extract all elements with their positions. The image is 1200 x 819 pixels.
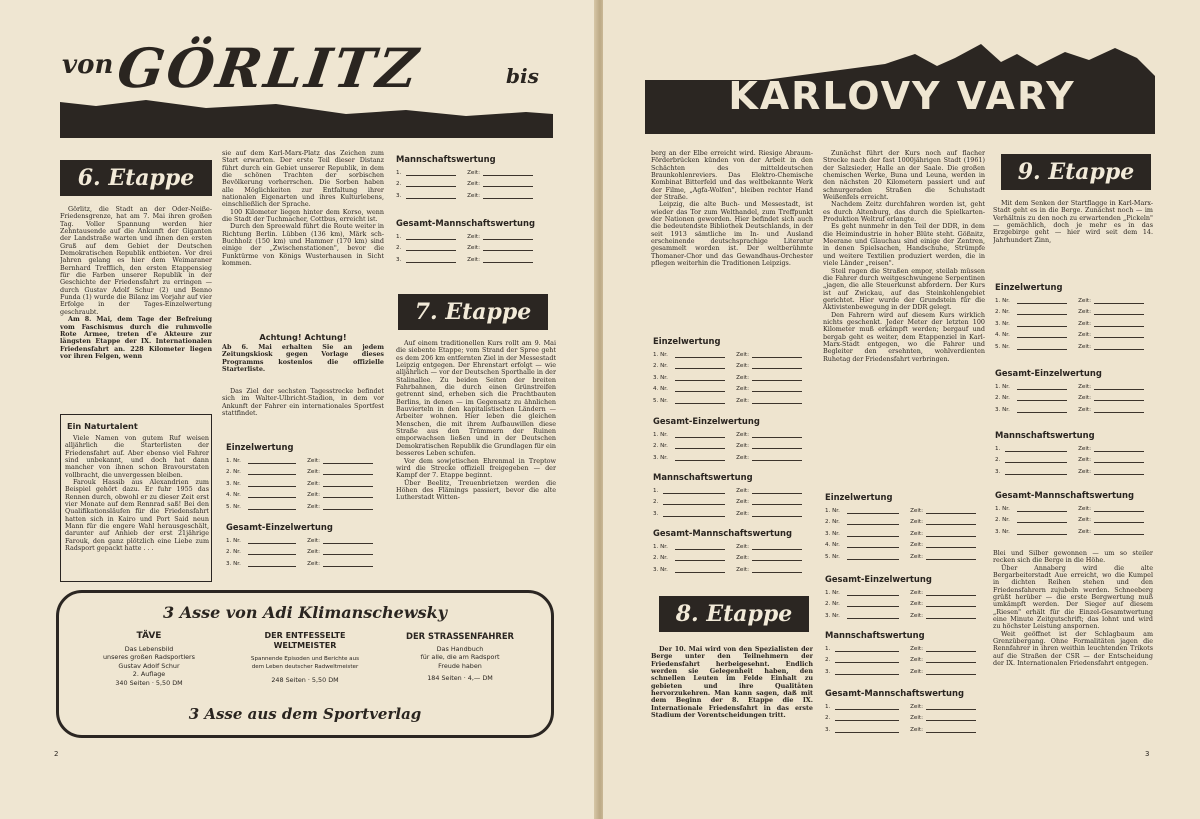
paragraph: Zunächst führt der Kurs noch auf flacher Strecke nach der fast 1000jährigen Stadt (1961) der Salzsieder, Halle an der Saale. Die großen chemischen Werke, Buna und Leuna, werden in den nächsten 20 Kilometern passiert und auf schnurgeraden Straßen die Schuhstadt Weißenfels erreicht.	[823, 150, 985, 202]
table-title: Einzelwertung	[653, 336, 721, 346]
naturtalent-box	[60, 414, 212, 582]
page-number-right: 3	[1145, 750, 1150, 758]
table-row: 5. Nr. Zeit:	[653, 392, 817, 404]
column-3	[396, 340, 556, 582]
table-row: 5. Nr. Zeit:	[825, 548, 989, 560]
table-row: 3. Zeit:	[825, 721, 989, 733]
table-row: 2. Nr. Zeit:	[825, 514, 989, 526]
table-row: 2. Zeit:	[995, 452, 1159, 464]
mannschaftswertung-table-9	[995, 430, 1159, 475]
book-price: 248 Seiten · 5,50 DM	[271, 675, 339, 684]
table-row: 2. Nr. Zeit:	[995, 512, 1159, 524]
ad-headline: 3 Asse von Adi Klimanschewsky	[162, 603, 448, 622]
table-row: 3. Nr. Zeit:	[825, 525, 989, 537]
book-line: Freude haben	[438, 661, 482, 670]
table-title: Einzelwertung	[226, 442, 294, 452]
paragraph: Blei und Silber gewonnen — um so steiler recken sich die Berge in die Höhe.	[993, 550, 1153, 565]
einzelwertung-table-6	[226, 442, 386, 510]
table-row: 5. Nr. Zeit:	[995, 338, 1159, 350]
title-von: von	[62, 50, 114, 80]
gesamt-einzelwertung-table-9	[995, 368, 1159, 413]
table-title: Gesamt-Einzelwertung	[995, 368, 1102, 378]
column-3	[993, 550, 1153, 740]
left-page	[0, 0, 597, 819]
book-line: unseres großen Radsportlers	[103, 653, 195, 662]
table-title: Mannschaftswertung	[995, 430, 1095, 440]
table-row: 1. Zeit:	[825, 698, 989, 710]
table-row: 2. Zeit:	[653, 494, 817, 506]
ad-footer: 3 Asse aus dem Sportverlag	[188, 705, 422, 723]
einzelwertung-table-8	[825, 492, 989, 560]
table-title: Mannschaftswertung	[396, 154, 496, 164]
table-row: 3. Nr. Zeit:	[226, 555, 386, 567]
book-tave	[89, 631, 209, 687]
table-row: 2. Nr. Zeit:	[653, 358, 817, 370]
etappe-8-badge: 8. Etappe	[659, 596, 809, 632]
paragraph: sie auf dem Karl-Marx-Platz das Zeichen zum Start erwarten. Der erste Teil dieser Distanz führt durch ein Gebiet unserer Republik, in dem die schönen Trachten der sorbischen Bevölkerung vorherrschen. Die Sorben haben alle Möglichkeiten zur Entfaltung ihrer nationalen Eigenarten und ihres Kulturlebens, einschließlich der Sprache.	[222, 150, 384, 209]
table-row: 2. Nr. Zeit:	[995, 390, 1159, 402]
book-line: Das Handbuch	[436, 645, 484, 653]
naturtalent-title: Ein Naturtalent	[67, 421, 138, 431]
table-row: 2. Zeit:	[825, 652, 989, 664]
etappe-8-intro	[651, 646, 813, 738]
column-1	[651, 150, 813, 330]
table-row: 3. Nr. Zeit:	[653, 369, 817, 381]
table-title: Mannschaftswertung	[825, 630, 925, 640]
gesamt-mannschaftswertung-table-8	[825, 688, 989, 733]
paragraph-bold: Am 8. Mai, dem Tage der Befreiung vom Faschismus durch die ruhmvolle Rote Armee, treten d'e Akteure zur längsten Etappe der IX. Internationalen Friedensfahrt an. 228 Kilometer liegen vor ihren Felgen, wenn	[60, 315, 212, 360]
book-line: 2. Auflage	[132, 670, 166, 679]
paragraph: Leipzig, die alte Buch- und Messestadt, ist wieder das Tor zum Welthandel, zum Treffpunkt der Nationen geworden. Hier befindet sich auch die bedeutendste Bibliothek Deutschlands, in der seit 1913 sämtliche im In- und Ausland erscheinende deutschsprachige Literatur gesammelt worden ist. Der weltberühmte Thomaner-Chor und das Gewandhaus-Orchester pflegen weiterhin die Traditionen Leipzigs.	[651, 200, 813, 268]
paragraph: Nachdem Zeitz durchfahren worden ist, geht es durch Altenburg, das durch die Spielkarten-Produktion Weltruf erlangte.	[823, 200, 985, 224]
table-row: 1. Zeit:	[653, 482, 817, 494]
paragraph: Das Ziel der sechsten Tagesstrecke befindet sich im Walter-Ulbricht-Stadion, in dem vor Ankunft der Fahrer ein internationales Sportfest stattfindet.	[222, 388, 384, 418]
book-price: 184 Seiten · 4,— DM	[427, 674, 493, 683]
table-row: 3. Nr. Zeit:	[653, 449, 817, 461]
table-title: Einzelwertung	[995, 282, 1063, 292]
title-goerlitz: GÖRLITZ	[113, 36, 425, 100]
book-line: Spannende Episoden und Berichte aus	[250, 656, 360, 662]
paragraph: Den Fahrern wird auf diesem Kurs wirklich nichts geschenkt. Jeder Meter der letzten 100 Kilometer muß erkämpft werden; bergauf und bergab geht es weiter, dem Etappenziel in Karl-Marx-Stadt entgegen, wo die Fahrer und Begleiter den ersehnten, wohlverdienten Ruhetag der Friedensfahrt verbringen.	[823, 310, 985, 363]
table-row: 1. Nr. Zeit:	[653, 346, 817, 358]
mannschaftswertung-table-6	[396, 154, 556, 199]
book-line: für alle, die am Radsport	[420, 653, 500, 662]
etappe-7-badge: 7. Etappe	[398, 294, 548, 330]
gesamt-einzelwertung-table-6	[226, 522, 386, 567]
table-row: 4. Nr. Zeit:	[226, 487, 386, 499]
gesamt-einzelwertung-table-7	[653, 416, 817, 461]
table-title: Gesamt-Mannschaftswertung	[396, 218, 535, 228]
table-title: Gesamt-Einzelwertung	[825, 574, 932, 584]
column-2	[222, 150, 384, 324]
etappe-9-badge: 9. Etappe	[1001, 154, 1151, 190]
book-strassenfahrer	[395, 631, 525, 683]
table-row: 2. Nr. Zeit:	[825, 596, 989, 608]
table-title: Mannschaftswertung	[653, 472, 753, 482]
table-row: 1. Nr. Zeit:	[226, 532, 386, 544]
table-row: 1. Nr. Zeit:	[995, 500, 1159, 512]
book-advertisement	[56, 590, 554, 738]
paragraph: Auf einem traditionellen Kurs rollt am 9. Mai die siebente Etappe; vom Strand der Spree geht es dem 206 km entfernten Ziel in der Messestadt Leipzig entgegen. Der Ehrenstart erfolgt — wie alljährlich — vor der Deutschen Sporthalle in der Stalinallee. Zu beiden Seiten der breiten Fahrbahnen, die durch einen Grünstreifen getrennt sind, erheben sich die Prachtbauten Berlins, in denen — im Gegensatz zu ähnlichen Bauvierteln in den kapitalistischen Ländern — Arbeiter wohnen. Hier leben die gleichen Menschen, die mit ihrem Aufbauwillen diese Straße aus den Trümmern der Ruinen emporwachsen ließen und in der Deutschen Demokratischen Republik die Grundlagen für ein besseres Leben schufen.	[396, 340, 556, 458]
book-weltmeister	[237, 631, 373, 684]
table-row: 3. Zeit:	[396, 251, 556, 263]
table-title: Gesamt-Einzelwertung	[653, 416, 760, 426]
table-row: 3. Nr. Zeit:	[995, 523, 1159, 535]
table-row: 2. Zeit:	[396, 176, 556, 188]
table-row: 3. Nr. Zeit:	[226, 475, 386, 487]
table-row: 5. Nr. Zeit:	[226, 498, 386, 510]
book-price: 340 Seiten · 5,50 DM	[115, 678, 183, 687]
table-row: 3. Nr. Zeit:	[995, 315, 1159, 327]
gesamt-einzelwertung-table-8	[825, 574, 989, 619]
column-1	[60, 206, 212, 404]
table-row: 1. Zeit:	[995, 440, 1159, 452]
gesamt-mannschaftswertung-table-9	[995, 490, 1159, 535]
table-title: Gesamt-Mannschaftswertung	[653, 528, 792, 538]
paragraph-bold: Der 10. Mai wird von den Spezialisten der Berge unter den Teilnehmern der Friedensfahrt herbeigesehnt. Endlich werden sie Gelegenheit haben, den schnellen Leuten im Felde Einhalt zu gebieten und ihre Qualitäten hervorzukehren. Man kann sagen, daß mit dem Beginn der 8. Etappe die IX. Internationale Friedensfahrt in das erste Stadium der Vorentscheidungen tritt.	[651, 646, 813, 720]
table-row: 2. Nr. Zeit:	[226, 464, 386, 476]
title-bis: bis	[506, 64, 539, 88]
column-2	[823, 150, 985, 480]
right-page	[603, 0, 1200, 819]
table-row: 4. Nr. Zeit:	[825, 537, 989, 549]
table-row: 3. Zeit:	[995, 463, 1159, 475]
table-row: 1. Nr. Zeit:	[995, 292, 1159, 304]
table-row: 4. Nr. Zeit:	[995, 327, 1159, 339]
book-title: TÄVE	[136, 631, 162, 641]
einzelwertung-table-7	[653, 336, 817, 404]
table-row: 2. Nr. Zeit:	[653, 550, 817, 562]
einzelwertung-table-9	[995, 282, 1159, 350]
mannschaftswertung-table-8	[825, 630, 989, 675]
table-title: Gesamt-Einzelwertung	[226, 522, 333, 532]
paragraph: Über Annaberg wird die alte Bergarbeiterstadt Aue erreicht, wo die Kumpel in dichten Reihen stehen und den Friedensfahrern zujubeln werden. Schneeberg grüßt herüber — die erste Bergwertung muß umkämpft werden. Der Sieger auf diesem „Riesen" erhält für die Einzel-Gesamtwertung eine Minute Zeitgutschrift; das lohnt und wird zu höchster Leistung anspornen.	[993, 563, 1153, 631]
table-row: 1. Nr. Zeit:	[825, 502, 989, 514]
table-row: 1. Zeit:	[396, 164, 556, 176]
book-line: Das Lebensbild	[124, 645, 174, 653]
table-row: 1. Nr. Zeit:	[653, 426, 817, 438]
column-3-intro	[993, 200, 1153, 268]
table-row: 1. Zeit:	[825, 640, 989, 652]
table-title: Gesamt-Mannschaftswertung	[995, 490, 1134, 500]
paragraph: Vor dem sowjetischen Ehrenmal in Treptow wird die Strecke offiziell freigegeben — der Kampf der 7. Etappe beginnt.	[396, 456, 556, 480]
title-karlovy-vary: KARLOVY VARY	[728, 74, 1076, 118]
table-row: 2. Zeit:	[825, 710, 989, 722]
paragraph: Mit dem Senken der Startflagge in Karl-Marx-Stadt geht es in die Berge. Zunächst noch — im Verhältnis zu den noch zu erwartenden „Pickeln" — gemächlich, doch je mehr es in das Erzgebirge geht — hier wird seit dem 14. Jahrhundert Zinn,	[993, 200, 1153, 244]
table-row: 2. Nr. Zeit:	[995, 304, 1159, 316]
gesamt-mannschaftswertung-table-7	[653, 528, 817, 573]
table-row: 2. Zeit:	[396, 240, 556, 252]
achtung-text: Ab 6. Mai erhalten Sie an jedem Zeitungskiosk gegen Vorlage dieses Programms kostenlos die offizielle Starterliste.	[222, 344, 384, 374]
table-row: 3. Nr. Zeit:	[825, 607, 989, 619]
table-row: 3. Nr. Zeit:	[995, 401, 1159, 413]
paragraph: berg an der Elbe erreicht wird. Riesige Abraum-Förderbrücken künden von der Arbeit in den Schächten des mitteldeutschen Braunkohlenreviers. Das Elektro-Chemische Kombinat Bitterfeld und das weltbekannte Werk der Filme, „Agfa-Wolfen", bleiben rechter Hand der Straße.	[651, 150, 813, 202]
book-line: Gustav Adolf Schur	[118, 661, 180, 670]
page-number-left: 2	[54, 750, 59, 758]
book-title: DER ENTFESSELTE WELTMEISTER	[264, 631, 346, 650]
table-row: 2. Nr. Zeit:	[226, 544, 386, 556]
book-title: DER STRASSENFAHRER	[406, 631, 514, 641]
paragraph: Görlitz, die Stadt an der Oder-Neiße-Friedensgrenze, hat am 7. Mai ihren großen Tag. Voller Spannung werden hier Zehntausende auf die Ankunft der Giganten der Landstraße warten und ihnen den ersten Gruß auf dem Gebiet der Deutschen Demokratischen Republik entbieten. Vor drei Jahren gelang es hier dem Weimaraner Bernhard Trefflich, den ersten Etappensieg für die Farben unserer Republik in der Geschichte der Friedensfahrt zu erringen — durch Gustav Adolf Schur (2) und Benno Funda (1) wurde die Bilanz im Vorjahr auf vier Erfolge in der Tages-Einzelwertung geschraubt.	[60, 206, 212, 316]
table-title: Einzelwertung	[825, 492, 893, 502]
paragraph: Es geht nunmehr in den Teil der DDR, in dem die Heimindustrie in hoher Blüte steht. Gößnitz, Meerane und Glauchau sind einige der Zentren, in denen Spielsachen, Handschuhe, Strümpfe und weitere Textilien produziert werden, die in viele Länder „reisen".	[823, 222, 985, 268]
column-2-end	[222, 388, 384, 434]
table-title: Gesamt-Mannschaftswertung	[825, 688, 964, 698]
table-row: 3. Zeit:	[396, 187, 556, 199]
paragraph: Über Beelitz, Treuenbrietzen werden die Höhen des Flämings passiert, bevor die alte Lutherstadt Witten-	[396, 478, 556, 502]
table-row: 1. Nr. Zeit:	[653, 538, 817, 550]
table-row: 4. Nr. Zeit:	[653, 381, 817, 393]
table-row: 1. Nr. Zeit:	[825, 584, 989, 596]
table-row: 3. Zeit:	[825, 663, 989, 675]
paragraph: Viele Namen von gutem Ruf weisen alljährlich die Starterlisten der Friedensfahrt auf. Aber ebenso viel Fahrer sind unbekannt, und doch hat dann mancher von ihnen schon Bravourstaten vollbracht, die unvergessen bleiben.	[65, 435, 209, 479]
table-row: 1. Nr. Zeit:	[226, 452, 386, 464]
table-row: 3. Nr. Zeit:	[653, 561, 817, 573]
table-row: 1. Nr. Zeit:	[995, 378, 1159, 390]
paragraph: Durch den Spreewald führt die Route weiter in Richtung Berlin. Lübben (136 km), Märk sch-Buchholz (150 km) und Hammer (170 km) sind einige der „Zwischenstationen", bevor die Funktürme von Königs Wusterhausen in Sicht kommen.	[222, 222, 384, 268]
etappe-6-badge: 6. Etappe	[60, 160, 212, 196]
paragraph: Farouk Hassib aus Alexandrien zum Beispiel gehört dazu. Er fuhr 1955 das Rennen durch, obwohl er zu dieser Zeit erst vier Monate auf dem Rennrad saß! Bei den Qualifikationsläufen für die Friedensfahrt hatten sich in Kairo und Port Said neun Mann für die engere Wahl herausgeschält, darunter auf Anhieb der erst 21jährige Farouk, den ganz plötzlich eine Liebe zum Radsport gepackt hatte . . .	[65, 478, 209, 553]
table-row: 1. Zeit:	[396, 228, 556, 240]
mannschaftswertung-table-7	[653, 472, 817, 517]
book-line: dem Leben deutscher Radweltmeister	[251, 664, 359, 671]
table-row: 2. Nr. Zeit:	[653, 438, 817, 450]
paragraph: Weit geöffnet ist der Schlagbaum am Grenzübergang. Ohne Formalitäten jagen die Rennfahrer in ihren weithin leuchtenden Trikots auf die Straßen der CSR — der Entscheidung der IX. Internationalen Friedensfahrt entgegen.	[993, 629, 1153, 668]
table-row: 3. Zeit:	[653, 505, 817, 517]
gesamt-mannschaftswertung-table-6	[396, 218, 556, 263]
achtung-title: Achtung! Achtung!	[259, 332, 347, 342]
paragraph: Steil ragen die Straßen empor, steilab müssen die Fahrer durch weitgeschwungene Serpentinen „jagen, die alle Steuerkunst abfordern. Der Kurs ist auf Zwickau, auf das Steinkohlengebiet gerichtet. Hier wurde der Grundstein für die Aktivistenbewegung in der DDR gelegt.	[823, 266, 985, 312]
paragraph: 100 Kilometer liegen hinter dem Korso, wenn die Stadt der Tuchmacher, Cottbus, erreicht ist.	[222, 207, 384, 224]
